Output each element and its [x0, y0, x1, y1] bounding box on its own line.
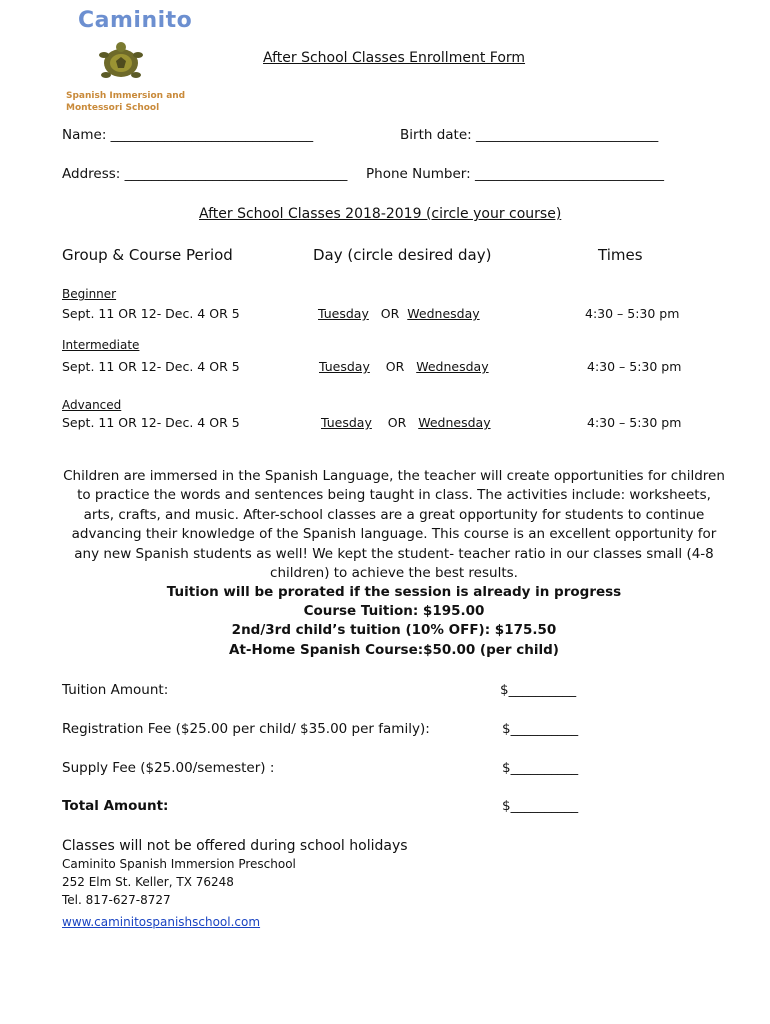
- course-tuition: Course Tuition: $195.00: [303, 603, 485, 619]
- holiday-note: Classes will not be offered during school holidays: [62, 838, 408, 854]
- advanced-day: [321, 415, 491, 430]
- header-group-course: Group & Course Period: [62, 246, 233, 264]
- beginner-day: [318, 306, 480, 321]
- header-times: Times: [598, 246, 643, 264]
- header-day: Day (circle desired day): [313, 246, 492, 264]
- beginner-or: OR: [380, 306, 400, 321]
- tuition-amount-blank: $__________: [500, 682, 577, 698]
- phone-number-field: Phone Number: ____________________________: [366, 166, 664, 182]
- sibling-tuition: 2nd/3rd child’s tuition (10% OFF): $175.50: [231, 622, 557, 638]
- logo-subtitle-line1: Spanish Immersion and: [66, 91, 186, 101]
- advanced-or: OR: [387, 415, 407, 430]
- supply-fee-blank: $__________: [502, 760, 579, 776]
- logo-name: Caminito: [78, 8, 193, 33]
- beginner-tuesday[interactable]: Tuesday: [318, 306, 369, 321]
- name-field: Name: ______________________________: [62, 127, 314, 143]
- beginner-period: Sept. 11 OR 12- Dec. 4 OR 5: [62, 306, 240, 321]
- level-beginner: Beginner: [62, 287, 117, 301]
- course-description: Children are immersed in the Spanish Language, the teacher will create opportunities for children to practice the words and sentences being taught in class. The activities include: worksheets, arts, crafts, and music. After-school classes are a great opportunity for students to continue advancing their knowledge of the Spanish language. This course is an excellent opportunity for any new Spanish students as well! We kept the student- teacher ratio in our classes small (4-8 children) to achieve the best results.: [63, 468, 725, 582]
- birth-date-field: Birth date: ___________________________: [400, 127, 659, 143]
- supply-fee-label: Supply Fee ($25.00/semester) :: [62, 760, 275, 776]
- intermediate-day: [319, 359, 489, 374]
- advanced-period: Sept. 11 OR 12- Dec. 4 OR 5: [62, 415, 240, 430]
- school-phone: Tel. 817-627-8727: [62, 893, 171, 907]
- total-amount-blank: $__________: [502, 798, 579, 814]
- beginner-time: 4:30 – 5:30 pm: [585, 306, 680, 321]
- school-logo: [62, 6, 193, 113]
- section-title: After School Classes 2018-2019 (circle your course): [199, 206, 562, 222]
- level-intermediate: Intermediate: [62, 338, 140, 352]
- intermediate-wednesday[interactable]: Wednesday: [416, 359, 489, 374]
- registration-fee-blank: $__________: [502, 721, 579, 737]
- intermediate-time: 4:30 – 5:30 pm: [587, 359, 682, 374]
- logo-subtitle-line2: Montessori School: [66, 103, 160, 113]
- advanced-tuesday[interactable]: Tuesday: [321, 415, 372, 430]
- total-amount-label: Total Amount:: [62, 798, 169, 814]
- website-link-wrap: [62, 911, 260, 930]
- at-home-course: At-Home Spanish Course:$50.00 (per child): [229, 642, 559, 658]
- intermediate-tuesday[interactable]: Tuesday: [319, 359, 370, 374]
- turtle-icon: [96, 39, 146, 85]
- tuition-amount-label: Tuition Amount:: [62, 682, 169, 698]
- advanced-time: 4:30 – 5:30 pm: [587, 415, 682, 430]
- address-field: Address: _________________________________: [62, 166, 348, 182]
- school-name: Caminito Spanish Immersion Preschool: [62, 857, 296, 871]
- level-advanced: Advanced: [62, 398, 122, 412]
- form-title: After School Classes Enrollment Form: [263, 50, 526, 66]
- website-link[interactable]: www.caminitospanishschool.com: [62, 915, 261, 929]
- advanced-wednesday[interactable]: Wednesday: [418, 415, 491, 430]
- school-address: 252 Elm St. Keller, TX 76248: [62, 875, 234, 889]
- intermediate-period: Sept. 11 OR 12- Dec. 4 OR 5: [62, 359, 240, 374]
- registration-fee-label: Registration Fee ($25.00 per child/ $35.00 per family):: [62, 721, 430, 737]
- intermediate-or: OR: [385, 359, 405, 374]
- prorated-note: Tuition will be prorated if the session is already in progress: [166, 584, 622, 600]
- beginner-wednesday[interactable]: Wednesday: [407, 306, 480, 321]
